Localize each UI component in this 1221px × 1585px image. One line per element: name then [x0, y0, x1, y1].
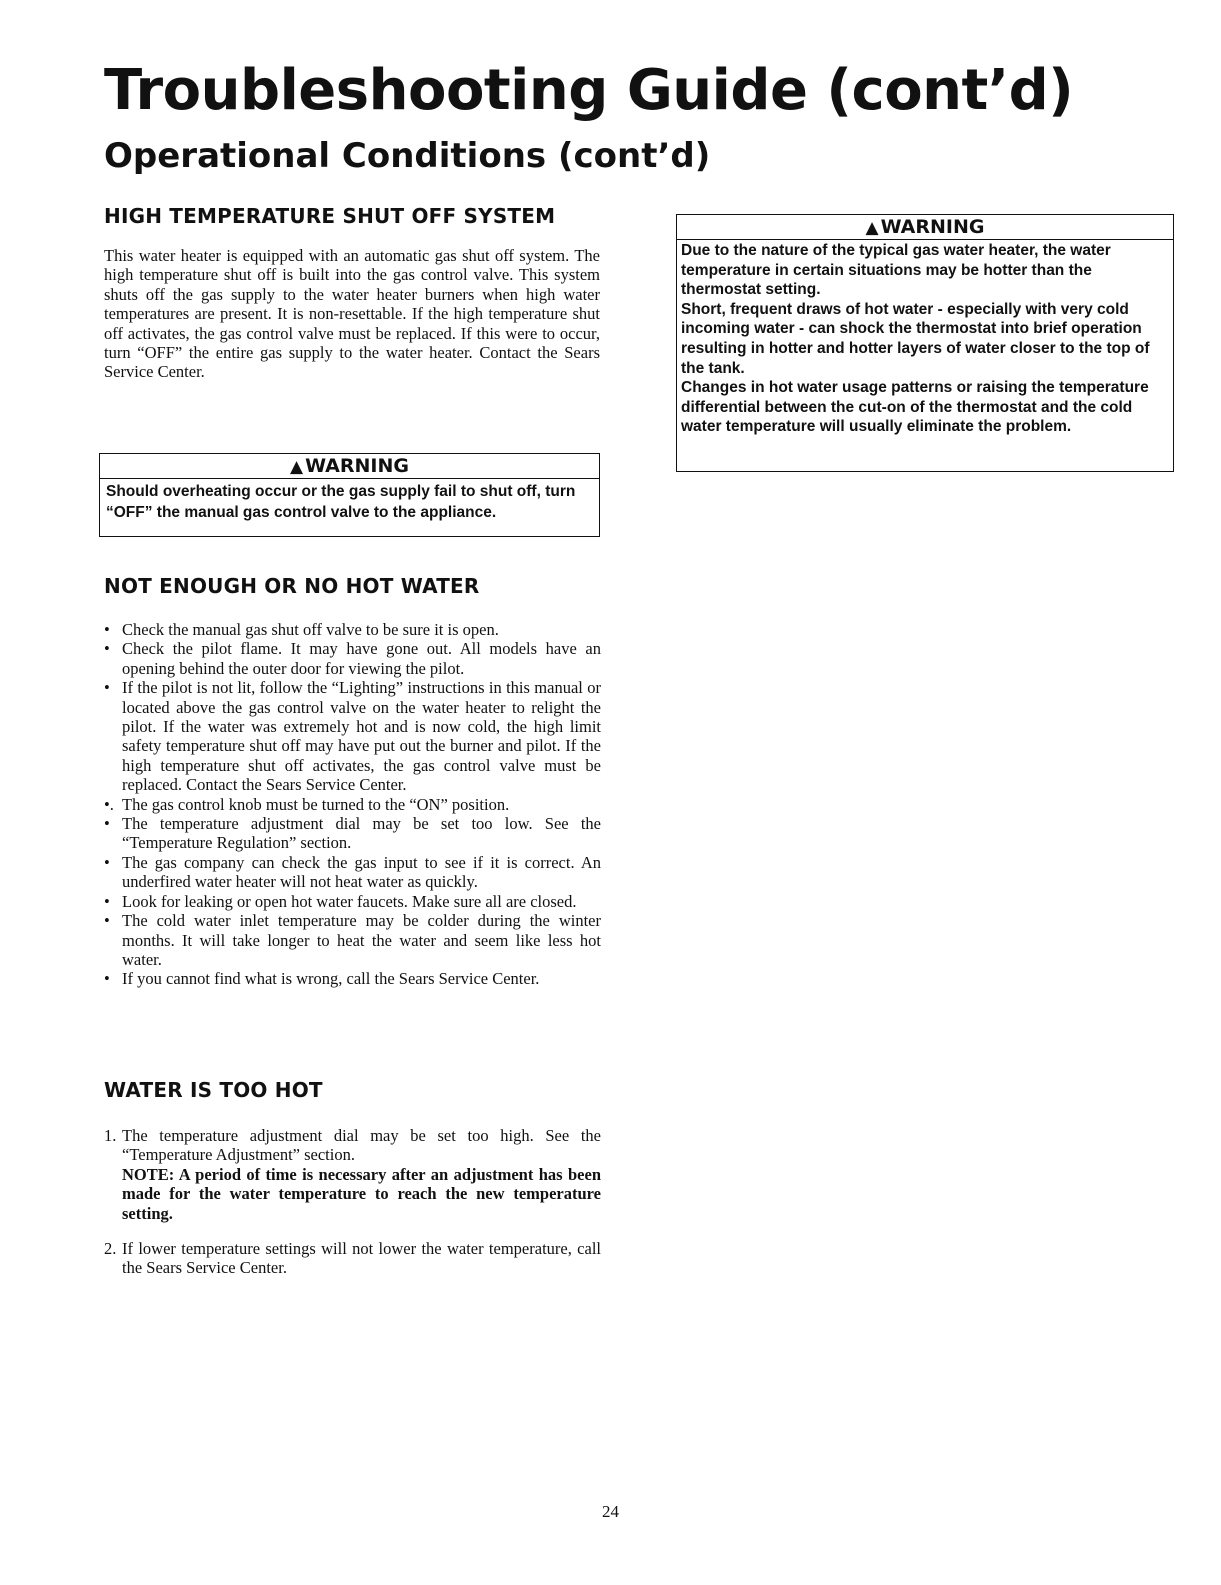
list-item-text: Check the manual gas shut off valve to be sure it is open.: [122, 620, 499, 639]
list-item-text: The gas control knob must be turned to the “ON” position.: [122, 794, 510, 814]
item-number: 2.: [104, 1239, 117, 1259]
list-item: [104, 620, 601, 639]
warning-triangle-icon: ▲: [865, 218, 879, 238]
list-item-text: The gas company can check the gas input to see if it is correct. An underfired water heater will not heat water as quickly.: [122, 852, 601, 892]
page-number: 24: [602, 1502, 619, 1521]
list-item: [104, 911, 601, 969]
bullet-mark: •: [104, 969, 110, 989]
bullet-mark: •: [104, 852, 110, 872]
note-text: NOTE: A period of time is necessary after an adjustment has been made for the water temperature to reach the new temperature setting.: [122, 1164, 601, 1223]
warning-right-paragraph: Short, frequent draws of hot water - especially with very cold incoming water - can shock the thermostat into brief operation resulting in hotter and hotter layers of water closer to the top of the tank.: [681, 300, 1150, 377]
warning-box-left: [99, 453, 600, 537]
bullet-mark: •: [104, 814, 110, 834]
item-number: 1.: [104, 1126, 117, 1145]
warning-box-right: [676, 214, 1174, 472]
bullet-mark: •: [104, 891, 110, 911]
bullet-mark: •: [104, 678, 110, 698]
high-temp-heading: HIGH TEMPERATURE SHUT OFF SYSTEM: [104, 204, 556, 228]
list-item: [104, 814, 601, 853]
list-item-text: If you cannot find what is wrong, call the Sears Service Center.: [122, 969, 540, 989]
list-item-text: The cold water inlet temperature may be colder during the winter months. It will take longer to heat the water and seem like less hot water.: [122, 911, 601, 969]
warning-right-paragraph: Due to the nature of the typical gas water heater, the water temperature in certain situations may be hotter than the thermostat setting.: [681, 242, 1111, 299]
list-item: [104, 1239, 601, 1278]
list-item: [104, 678, 601, 794]
bullet-mark: •: [104, 620, 110, 639]
list-item-text: Check the pilot flame. It may have gone out. All models have an opening behind the outer door for viewing the pilot.: [122, 639, 601, 678]
list-item: [104, 892, 601, 911]
list-item: [104, 1126, 601, 1223]
list-item-text: If lower temperature settings will not lower the water temperature, call the Sears Service Center.: [122, 1239, 601, 1278]
warning-right-paragraph: Changes in hot water usage patterns or raising the temperature differential between the cut-on of the thermostat and the cold water temperature will usually eliminate the problem.: [681, 379, 1149, 436]
page-subtitle: Operational Conditions (cont’d): [104, 136, 711, 176]
warning-triangle-icon: ▲: [290, 457, 304, 477]
list-item-text: Look for leaking or open hot water faucets. Make sure all are closed.: [122, 891, 577, 911]
bullet-mark: •: [104, 639, 110, 659]
bullet-mark: •: [104, 911, 110, 931]
too-hot-list: [104, 1126, 601, 1294]
warning-right-header: [677, 215, 1173, 240]
list-item: [104, 639, 601, 678]
bullet-mark: •.: [104, 794, 114, 814]
high-temp-body: This water heater is equipped with an automatic gas shut off system. The high temperature shut off is built into the gas control valve. This system shuts off the gas supply to the water heater burners when high water temperatures are present. It is non-resettable. If the high temperature shut off activates, the gas control valve must be replaced. If this were to occur, turn “OFF” the entire gas supply to the water heater. Contact the Sears Service Center.: [104, 246, 600, 382]
list-item: [104, 795, 601, 814]
warning-right-body: [677, 240, 1173, 438]
list-item-text: The temperature adjustment dial may be set too high. See the “Temperature Adjustment” section.: [122, 1126, 601, 1165]
warning-left-label: WARNING: [305, 455, 409, 477]
warning-left-text: Should overheating occur or the gas supply fail to shut off, turn “OFF” the manual gas control valve to the appliance.: [106, 483, 576, 521]
warning-right-label: WARNING: [880, 216, 985, 238]
not-enough-heading: NOT ENOUGH OR NO HOT WATER: [104, 574, 480, 598]
too-hot-heading: WATER IS TOO HOT: [104, 1078, 323, 1102]
list-item: [104, 969, 601, 988]
warning-left-header: [100, 454, 599, 479]
page-title: Troubleshooting Guide (cont’d): [104, 58, 1074, 123]
list-item-text: The temperature adjustment dial may be set too low. See the “Temperature Regulation” section.: [122, 814, 601, 853]
not-enough-list: [104, 620, 601, 989]
list-item-text: If the pilot is not lit, follow the “Lighting” instructions in this manual or located above the gas control valve on the water heater to relight the pilot. If the water was extremely hot and is now cold, the high limit safety temperature shut off may have put out the burner and pilot. If the high temperature shut off activates, the gas control valve must be replaced. Contact the Sears Service Center.: [122, 678, 601, 795]
list-item: [104, 853, 601, 892]
